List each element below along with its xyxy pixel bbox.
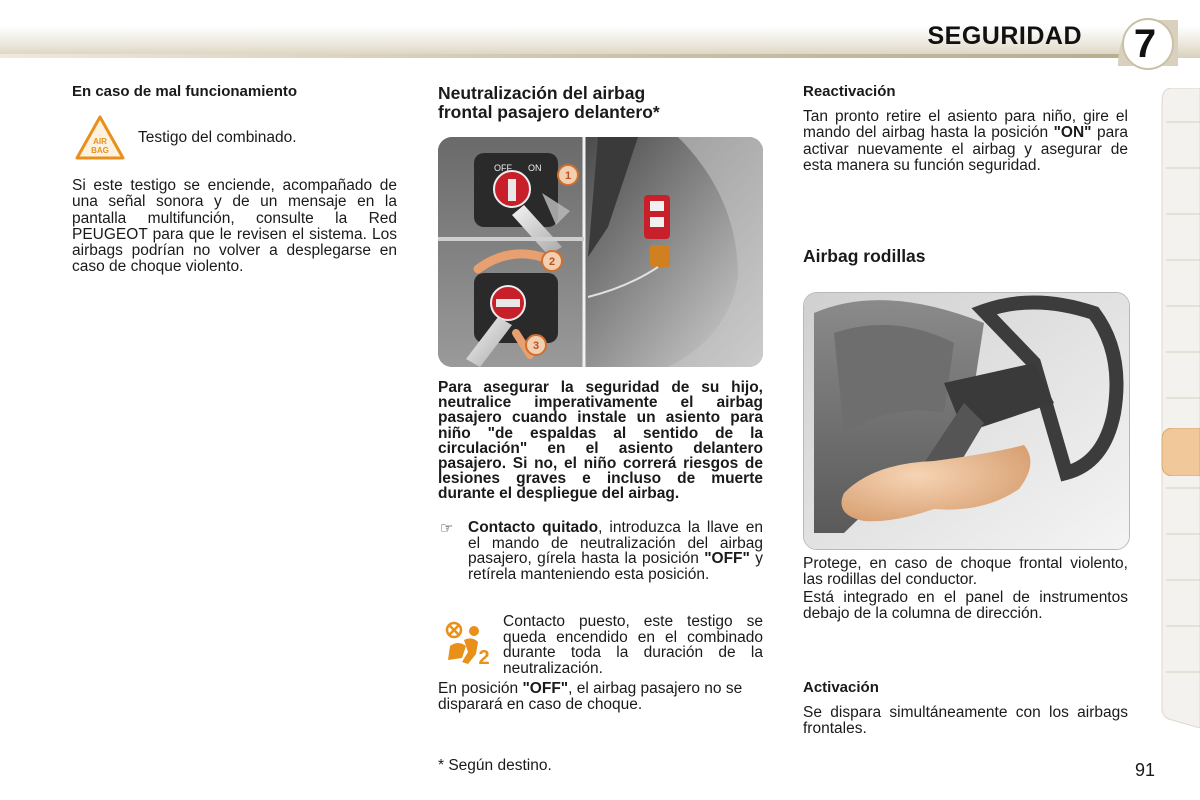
knee-airbag-heading: Airbag rodillas bbox=[803, 246, 926, 266]
ignition-off-text-2: y retírela manteniendo esta posición. bbox=[468, 550, 763, 583]
chapter-tab-active[interactable] bbox=[1160, 428, 1200, 476]
pointing-hand-icon: ☞ bbox=[440, 520, 454, 537]
off-position-text bbox=[438, 681, 763, 714]
airbag-warning-icon bbox=[74, 114, 126, 162]
malfunction-text: Si este testigo se enciende, acompañado de una señal sonora y de un mensaje en la pantalla multifunción, consulte la Red PEUGEOT para que le revisen el sistema. Los airbags podrían no volver a desplegarse en caso de choque violento. bbox=[72, 177, 397, 276]
ignition-off-text-1: , introduzca la llave en el mando de neutralización del airbag pasajero, gírela hasta la posición bbox=[468, 519, 763, 567]
page-number: 91 bbox=[1135, 760, 1156, 780]
off-position-prefix: En posición bbox=[438, 680, 523, 697]
reactivation-text-1: Tan pronto retire el asiento para niño, gire el mando del airbag hasta la posición bbox=[803, 108, 1128, 142]
label-off: OFF bbox=[494, 163, 512, 173]
label-on: ON bbox=[528, 163, 542, 173]
footnote: * Según destino. bbox=[438, 757, 552, 774]
reactivation-text bbox=[803, 109, 1128, 174]
activation-heading: Activación bbox=[803, 679, 879, 696]
off-position-bold: "OFF" bbox=[522, 680, 569, 697]
malfunction-heading: En caso de mal funcionamiento bbox=[72, 83, 298, 100]
header-rule bbox=[0, 54, 1120, 58]
ignition-on-lamp-text: Contacto puesto, este testigo se queda encendido en el combinado durante toda la duración de la neutralización. bbox=[503, 613, 763, 677]
reactivation-text-2: para activar nuevamente el airbag y asegurar de esta manera su función seguridad. bbox=[803, 124, 1128, 174]
svg-text:AIR: AIR bbox=[93, 137, 107, 146]
knee-airbag-figure bbox=[803, 292, 1130, 550]
lamp-number: 2 bbox=[478, 647, 490, 668]
deactivation-heading-line1: Neutralización del airbag bbox=[438, 83, 646, 103]
airbag-switch-figure bbox=[438, 137, 763, 367]
chapter-tabs bbox=[1160, 88, 1200, 728]
activation-text: Se dispara simultáneamente con los airbags frontales. bbox=[803, 704, 1128, 738]
step-3: 3 bbox=[532, 340, 540, 352]
deactivation-heading bbox=[438, 84, 758, 122]
on-position-label: "ON" bbox=[1053, 124, 1092, 142]
section-title: SEGURIDAD bbox=[927, 22, 1082, 50]
step-1: 1 bbox=[564, 170, 572, 182]
ignition-off-label: Contacto quitado bbox=[468, 519, 599, 536]
off-position-suffix: , el airbag pasajero no se disparará en caso de choque. bbox=[438, 680, 743, 714]
knee-airbag-protection-text: Protege, en caso de choque frontal violento, las rodillas del conductor. bbox=[803, 555, 1128, 589]
knee-airbag-location-text: Está integrado en el panel de instrumentos debajo de la columna de dirección. bbox=[803, 589, 1128, 623]
child-seat-warning: Para asegurar la seguridad de su hijo, neutralice imperativamente el airbag pasajero cuando instale un asiento para niño "de espaldas al sentido de la circulación" en el asiento delantero pasajero. Si no, el niño correrá riesgos de lesiones graves e incluso de muerte durante el despliegue del airbag. bbox=[438, 379, 763, 503]
passenger-airbag-off-icon bbox=[440, 620, 494, 668]
warning-lamp-label: Testigo del combinado. bbox=[138, 129, 297, 146]
chapter-number: 7 bbox=[1133, 22, 1157, 66]
step-2: 2 bbox=[548, 256, 556, 268]
deactivation-heading-line2: frontal pasajero delantero* bbox=[438, 102, 660, 122]
svg-text:BAG: BAG bbox=[91, 146, 109, 155]
reactivation-heading: Reactivación bbox=[803, 83, 896, 100]
off-position-label: "OFF" bbox=[704, 550, 750, 567]
ignition-off-instruction bbox=[468, 520, 763, 582]
